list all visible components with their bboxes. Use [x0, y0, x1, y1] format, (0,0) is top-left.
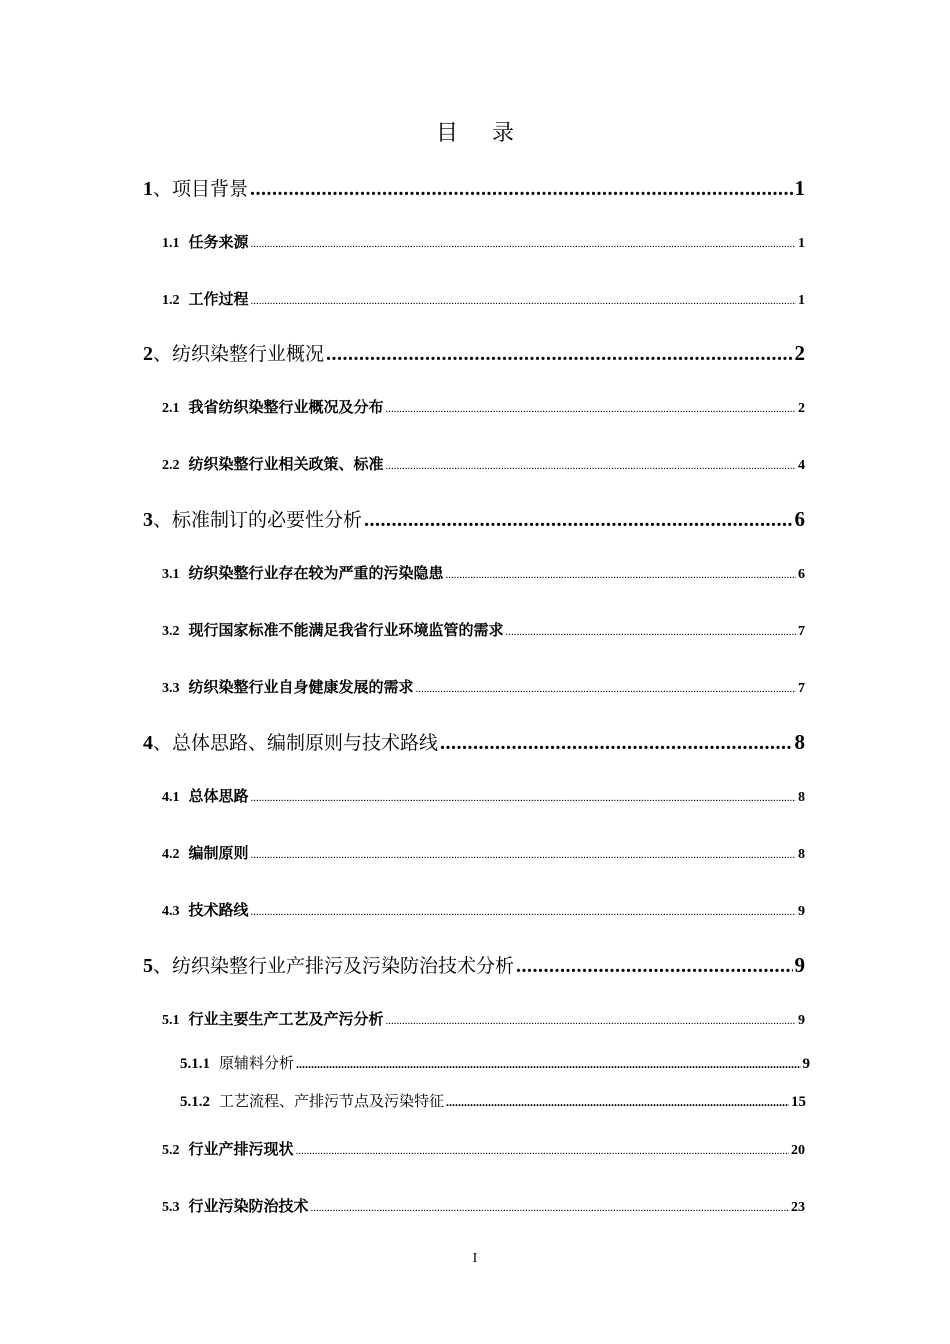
toc-entry-number: 4.2 [162, 847, 180, 862]
toc-entry-label: 纺织染整行业自身健康发展的需求 [188, 678, 414, 696]
page-title: 目录 [435, 121, 548, 146]
toc-entry-5-1-1[interactable] [180, 1052, 810, 1073]
toc-entry-label: 原辅料分析 [219, 1054, 295, 1072]
toc-entry-number: 3.1 [162, 567, 180, 582]
toc-entry-label: 技术路线 [188, 901, 249, 919]
toc-entry-page: 1 [794, 176, 805, 200]
toc-entry-number: 2.1 [162, 401, 180, 416]
toc-entry-number: 4.1 [162, 790, 180, 805]
toc-entry-label: 现行国家标准不能满足我省行业环境监管的需求 [188, 621, 504, 639]
page-number: I [472, 1251, 478, 1266]
toc-entry-label: 行业污染防治技术 [188, 1197, 309, 1215]
toc-entry-number: 2.2 [162, 458, 180, 473]
toc-entry-number: 5.1 [162, 1013, 180, 1028]
toc-entry-3[interactable] [143, 505, 805, 532]
toc-entry-label: 、项目背景 [153, 178, 249, 200]
toc-entry-3-1[interactable] [162, 562, 805, 583]
toc-entry-label: 任务来源 [188, 233, 249, 251]
toc-entry-page: 8 [798, 790, 805, 805]
toc-entry-label: 工作过程 [188, 290, 249, 308]
toc-entry-1-1[interactable] [162, 231, 805, 252]
toc-entry-page: 2 [798, 401, 805, 416]
toc-leader-dots [446, 569, 796, 581]
toc-leader-dots [251, 792, 796, 804]
toc-entry-5-3[interactable] [162, 1195, 805, 1216]
toc-leader-dots [296, 1145, 789, 1157]
toc-leader-dots [251, 295, 796, 307]
toc-leader-dots [516, 955, 792, 978]
toc-leader-dots [386, 403, 796, 415]
toc-entry-label: 、纺织染整行业产排污及污染防治技术分析 [153, 955, 515, 977]
toc-entry-1[interactable] [143, 174, 805, 201]
toc-entry-number: 3 [143, 509, 153, 531]
toc-entry-page: 7 [798, 624, 805, 639]
toc-entry-number: 5.2 [162, 1143, 180, 1158]
toc-entry-number: 5.1.1 [180, 1056, 210, 1072]
toc-leader-dots [506, 626, 796, 638]
toc-leader-dots [326, 343, 792, 366]
toc-entry-4-2[interactable] [162, 842, 805, 863]
toc-leader-dots [386, 1015, 796, 1027]
toc-entry-label: 工艺流程、产排污节点及污染特征 [219, 1092, 445, 1110]
toc-leader-dots [250, 178, 792, 201]
toc-entry-label: 纺织染整行业相关政策、标准 [188, 455, 384, 473]
toc-entry-number: 4 [143, 732, 153, 754]
toc-entry-3-2[interactable] [162, 619, 805, 640]
toc-leader-dots [364, 509, 792, 532]
toc-entry-5-2[interactable] [162, 1138, 805, 1159]
toc-entry-2-2[interactable] [162, 453, 805, 474]
toc-entry-number: 3.3 [162, 681, 180, 696]
toc-entry-page: 9 [794, 953, 805, 977]
toc-entry-5-1[interactable] [162, 1008, 805, 1029]
toc-entry-page: 20 [791, 1143, 805, 1158]
toc-entry-4[interactable] [143, 728, 805, 755]
toc-entry-1-2[interactable] [162, 288, 805, 309]
toc-entry-page: 6 [798, 567, 805, 582]
toc-entry-label: 我省纺织染整行业概况及分布 [188, 398, 384, 416]
toc-entry-page: 9 [798, 1013, 805, 1028]
toc-entry-number: 5.3 [162, 1200, 180, 1215]
toc-entry-number: 1.1 [162, 236, 180, 251]
toc-entry-page: 15 [791, 1094, 806, 1110]
toc-leader-dots [251, 906, 796, 918]
toc-entry-label: 行业主要生产工艺及产污分析 [188, 1010, 384, 1028]
toc-entry-label: 、总体思路、编制原则与技术路线 [153, 732, 439, 754]
toc-entry-number: 5 [143, 955, 153, 977]
toc-entry-label: 、标准制订的必要性分析 [153, 509, 363, 531]
toc-leader-dots [416, 683, 796, 695]
toc-entry-page: 7 [798, 681, 805, 696]
toc-entry-label: 纺织染整行业存在较为严重的污染隐患 [188, 564, 444, 582]
toc-leader-dots [251, 849, 796, 861]
toc-leader-dots [296, 1057, 800, 1072]
toc-entry-page: 1 [798, 293, 805, 308]
toc-entry-label: 编制原则 [188, 844, 249, 862]
toc-entry-page: 2 [794, 341, 805, 365]
toc-entry-5-1-2[interactable] [180, 1090, 806, 1111]
toc-entry-4-3[interactable] [162, 899, 805, 920]
toc-entry-label: 、纺织染整行业概况 [153, 343, 325, 365]
toc-entry-number: 5.1.2 [180, 1094, 210, 1110]
toc-entry-number: 4.3 [162, 904, 180, 919]
toc-entry-page: 8 [794, 730, 805, 754]
toc-entry-page: 9 [802, 1056, 810, 1072]
toc-leader-dots [311, 1202, 789, 1214]
toc-entry-page: 9 [798, 904, 805, 919]
toc-leader-dots [386, 460, 796, 472]
toc-entry-label: 总体思路 [188, 787, 249, 805]
toc-entry-3-3[interactable] [162, 676, 805, 697]
toc-leader-dots [440, 732, 792, 755]
toc-entry-page: 6 [794, 507, 805, 531]
toc-leader-dots [251, 238, 796, 250]
toc-entry-number: 2 [143, 343, 153, 365]
toc-entry-number: 3.2 [162, 624, 180, 639]
toc-entry-number: 1 [143, 178, 153, 200]
toc-entry-page: 1 [798, 236, 805, 251]
toc-entry-2[interactable] [143, 339, 805, 366]
toc-leader-dots [446, 1095, 789, 1110]
toc-entry-2-1[interactable] [162, 396, 805, 417]
toc-entry-page: 23 [791, 1200, 805, 1215]
toc-entry-5[interactable] [143, 951, 805, 978]
toc-entry-page: 8 [798, 847, 805, 862]
toc-entry-4-1[interactable] [162, 785, 805, 806]
toc-entry-label: 行业产排污现状 [188, 1140, 294, 1158]
toc-entry-number: 1.2 [162, 293, 180, 308]
toc-entry-page: 4 [798, 458, 805, 473]
